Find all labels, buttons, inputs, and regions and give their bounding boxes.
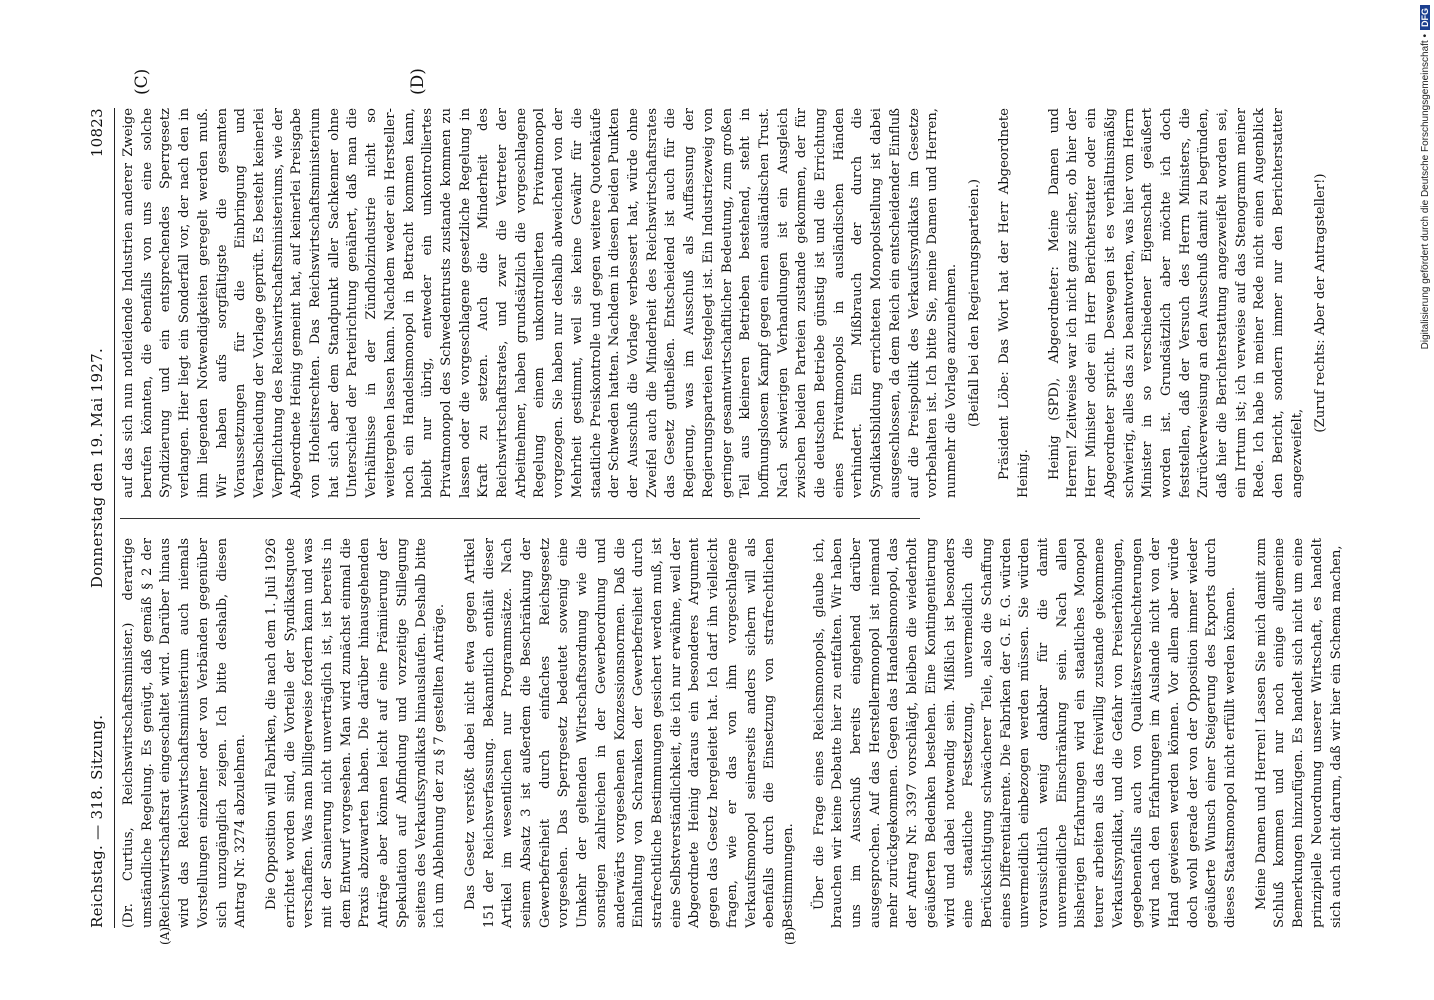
header-session: Reichstag. — 318. Sitzung. [88, 714, 106, 928]
page-content [68, 0, 1344, 1000]
paragraph: Heinig (SPD), Abgeordneter: Meine Damen und Herren! Zeitweise war ich nicht ganz sicher, ob hier der Herr Minister oder ein Herr Berichterstatter oder ein Abgeordneter spricht. Deswegen ist es verhältnismäßig schwierig, alles das zu beantworten, was hier vom Herrn Minister in so verschiedener Eigenschaft geäußert worden ist. Grundsätzlich aber möchte ich doch feststellen, daß der Versuch des Herrn Ministers, die Zurückverweisung an den Ausschuß damit zu begründen, daß hier die Berichterstattung angezweifelt worden sei, ein Irrtum ist; ich verweise auf das Stenogramm meiner Rede. Ich habe in meiner Rede nicht einen Augenblick den Bericht, sondern immer nur den Berichterstatter angezweifelt, [1046, 108, 1305, 498]
margin-marker-a: (A) [158, 926, 172, 945]
margin-marker-d: (D) [408, 68, 428, 95]
paragraph: (Dr. Curtius, Reichswirtschaftsminister.) derartige umständliche Regelung. Es genügt, daß gemäß § 2 der Reichswirtschaftsrat eingeschaltet wird. Darüber hinaus wird das Reichswirtschaftsministerium auch niemals Vorstellungen einzelner oder von Verbänden gegenüber sich unzugänglich zeigen. Ich bitte deshalb, diesen Antrag Nr. 3274 abzulehnen. [121, 538, 249, 928]
left-column [120, 538, 1346, 928]
margin-marker-c: (C) [132, 68, 152, 95]
watermark [1418, 5, 1434, 705]
dfg-logo: DFG [1420, 5, 1430, 30]
page-number: 10823 [88, 108, 106, 158]
paragraph: auf das sich nun notleidende Industrien anderer Zweige berufen könnten, die ebenfalls von uns eine solche Syndizierung und ein entsprechendes Sperrgesetz verlangen. Hier liegt ein Sonderfall vor, der nach den in ihm liegenden Notwendigkeiten geregelt werden muß. Wir haben aufs sorgfältigste die gesamten Voraussetzungen für die Einbringung und Verabschiedung der Vorlage geprüft. Es besteht keinerlei Verpflichtung des Reichswirtschaftsministeriums, wie der Abgeordnete Heinig gemeint hat, auf keinerlei Preisgabe von Hoheitsrechten. Das Reichswirtschaftsministerium hat sich aber dem Standpunkt aller Sachkenner ohne Unterschied der Parteirichtung genähert, daß man die Verhältnisse in der Zündholzindustrie nicht so weitergehen lassen kann. Nachdem weder ein Hersteller- noch ein Handelsmonopol in Betracht kommen kann, bleibt nur übrig, entweder ein unkontrolliertes Privatmonopol des Schwedentrusts zustande kommen zu lassen oder die vorgeschlagene gesetzliche Regelung in Kraft zu setzen. Auch die Minderheit des Reichswirtschaftsrates, und zwar die Vertreter der Arbeitnehmer, haben grundsätzlich die vorgeschlagene Regelung einem unkontrollierten Privatmonopol vorgezogen. Sie haben nur deshalb abweichend von der Mehrheit gestimmt, weil sie keine Gewähr für die staatliche Preiskontrolle und gegen weitere Quotenkäufe der Schweden hatten. Nachdem in diesen beiden Punkten der Ausschuß die Vorlage verbessert hat, würde ohne Zweifel auch die Minderheit des Reichswirtschaftsrates das Gesetz gutheißen. Entscheidend ist auch für die Regierung, was im Ausschuß als Auffassung der Regierungsparteien festgelegt ist. Ein Industriezweig von geringer gesamtwirtschaftlicher Bedeutung, zum großen Teil aus kleineren Betrieben bestehend, steht in hoffnungslosem Kampf gegen einen ausländischen Trust. Nach schwierigen Verhandlungen ist ein Ausgleich zwischen beiden Parteien zustande gekommen, der für die deutschen Betriebe günstig ist und die Errichtung eines Privatmonopols in ausländischen Händen verhindert. Ein Mißbrauch der durch die Syndikatsbildung errichteten Monopolstellung ist dabei ausgeschlossen, da dem Reich ein entscheidender Einfluß auf die Preispolitik des Verkaufssyndikats im Gesetze vorbehalten ist. Ich bitte Sie, meine Damen und Herren, nunmehr die Vorlage anzunehmen. [121, 108, 959, 498]
column-divider [120, 518, 920, 519]
paragraph: Das Gesetz verstößt dabei nicht etwa gegen Artikel 151 der Reichsverfassung. Bekanntlich enthält dieser Artikel im wesentlichen nur Programmsätze. Nach seinem Absatz 3 ist außerdem die Beschränkung der Gewerbefreiheit durch einfaches Reichsgesetz vorgesehen. Das Sperrgesetz bedeutet sowenig eine Umkehr der geltenden Wirtschaftsordnung wie die sonstigen zahlreichen in der Gewerbeordnung und anderwärts vorgesehenen Konzessionsnormen. Daß die Einhaltung von Schranken der Gewerbefreiheit durch strafrechtliche Bestimmungen gesichert werden muß, ist eine Selbstverständlichkeit, die ich nur erwähne, weil der Abgeordnete Heinig daraus ein besonderes Argument gegen das Gesetz hergeleitet hat. Ich darf ihn vielleicht fragen, wie er das von ihm vorgeschlagene Verkaufsmonopol seinerseits anders sichern will als ebenfalls durch die Einsetzung von strafrechtlichen Bestimmungen. [462, 538, 796, 928]
page-header [88, 108, 110, 928]
right-column [120, 108, 1330, 498]
watermark-text-wrapper [1420, 5, 1434, 705]
paragraph: Präsident Löbe: Das Wort hat der Herr Abgeordnete Heinig. [997, 108, 1032, 498]
paragraph: Die Opposition will Fabriken, die nach dem 1. Juli 1926 errichtet worden sind, die Vorteile der Syndikatsquote verschaffen. Was man billigerweise fordern kann und was mit der Sanierung nicht unverträglich ist, ist bereits in dem Entwurf vorgesehen. Man wird zunächst einmal die Praxis abzuwarten haben. Die darüber hinausgehenden Anträge aber können leicht auf eine Prämiierung der Spekulation auf Abfindung und vorzeitige Stillegung seitens des Verkaufssyndikats hinauslaufen. Deshalb bitte ich um Ablehnung der zu § 7 gestellten Anträge. [263, 538, 448, 928]
rotated-page [68, 0, 1344, 1000]
paragraph: Über die Frage eines Reichsmonopols, glaube ich, brauchen wir keine Debatte hier zu entfalten. Wir haben uns im Ausschuß bereits eingehend darüber ausgesprochen. Auf das Herstellermonopol ist niemand mehr zurückgekommen. Gegen das Handelsmonopol, das der Antrag Nr. 3397 vorschlägt, bleiben die wiederholt geäußerten Bedenken bestehen. Eine Kontingentierung wird und dabei notwendig sein. Mißlich ist besonders eine staatliche Festsetzung, unvermeidlich die Berücksichtigung schwächerer Teile, also die Schaffung eines Differentialrente. Die Fabriken der G. E. G. würden unvermeidlich einbezogen werden müssen. Sie würden voraussichtlich wenig dankbar für die damit unvermeidliche Einschränkung sein. Nach allen bisherigen Erfahrungen wird ein staatliches Monopol teurer arbeiten als das freiwillig zustande gekommene Verkaufssyndikat, und die Gefahr von Preiserhöhungen, gegebenenfalls auch von Qualitätsverschlechterungen wird nach den Erfahrungen im Auslande nicht von der Hand gewiesen werden können. Vor allem aber würde doch wohl gerade der von der Opposition immer wieder geäußerte Wunsch einer Steigerung des Exports durch dieses Staatsmonopol nicht erfüllt werden können. [811, 538, 1239, 928]
applause-note: (Beifall bei den Regierungsparteien.) [966, 178, 982, 428]
header-date: Donnerstag den 19. Mai 1927. [88, 347, 106, 589]
paragraph: Meine Damen und Herren! Lassen Sie mich damit zum Schluß kommen und nur noch einige allgemeine Bemerkungen hinzufügen. Es handelt sich nicht um eine prinzipielle Neuordnung unserer Wirtschaft, es handelt sich auch nicht darum, daß wir hier ein Schema machen, [1253, 538, 1344, 928]
interjection-note: (Zuruf rechts: Aber der Antragsteller!) [1312, 173, 1328, 433]
margin-marker-b: (B) [783, 926, 797, 945]
header-rule [114, 108, 115, 928]
watermark-text: Digitalisierung gefördert durch die Deutsche Forschungsgemeinschaft • [1420, 34, 1431, 350]
